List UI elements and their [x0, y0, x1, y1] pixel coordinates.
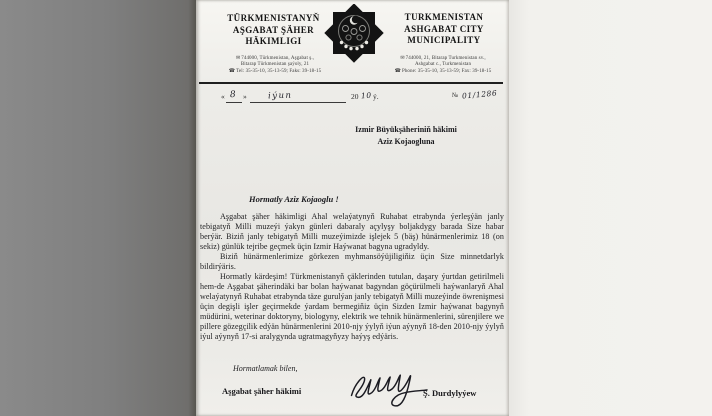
recipient-line: Aziz Kojaogluna	[377, 137, 435, 146]
month-blank-line	[250, 102, 346, 103]
closing-phrase: Hormatlamak bilen,	[233, 364, 298, 373]
address-line: Ashgabat c., Turkmenistan	[414, 62, 472, 68]
address-line: ☎Tel: 35-35-10, 35-13-59; Faks: 39-18-15	[228, 68, 322, 74]
number-label: №	[452, 92, 459, 99]
address-line: ✉744000, Türkmenistan, Aşgabat ş.,	[235, 56, 315, 61]
handwritten-day: 8	[229, 89, 237, 101]
phone-icon: ☎	[394, 68, 401, 74]
open-quote: «	[221, 92, 225, 101]
letterhead-address-english	[377, 56, 509, 75]
letterhead-title-line: MUNICIPALITY	[407, 35, 481, 45]
day-blank-line	[226, 102, 242, 103]
handwritten-month: iýun	[267, 90, 293, 102]
address-line: ✉744000, 21, Bitarap Turkmenistan sv.,	[400, 56, 486, 61]
date-and-number-line	[196, 89, 509, 107]
letter-paper	[196, 0, 509, 416]
mail-icon: ✉	[400, 56, 405, 61]
address-line: Bitarap Türkmenistan şaýoly, 21	[240, 62, 310, 68]
signer-title: Aşgabat şäher häkimi	[222, 386, 302, 396]
letterhead-title-line: AŞGABAT ŞÄHER	[232, 24, 315, 35]
body-paragraph: Hormatly kärdeşim! Türkmenistanyň çäklerinden tutulan, daşary ýurtdan getirilmeli hem-de Aşgabat şäherindäki bar bolan haýwanat bagyndan göçürülmeli haýwanlaryň Ahal welaýatynyň Ruhabat etrabynda täze gurulýan janly tebigatyň Milli muzeýinde öwrenişmesi üçin degişli işler geçirmekde ýardam bermegiňiz üçin Sizden Izmir haýwanat bagynyň müdürini, weterinar doktoryny, biologyny, elektrik we tehnik hünärmenlerini, sürenjilere we pillere gözegçilik edýän hünärmenlerini 2010-njy ýylyň iýun aýynyň 18-den 2010-njy ýylyň iýul aýynyň 17-si aralygynda ugratmagyňyzy haýyş edýäris.	[200, 272, 504, 341]
letterhead-address-turkmen	[199, 56, 351, 75]
close-quote: »	[243, 92, 247, 101]
body-paragraph: Biziň hünärmenlerimize görkezen myhmansöýüjiligiňiz üçin Size minnetdarlyk bildirýäris.	[200, 252, 504, 271]
address-line: ☎Phone: 35-35-10, 35-13-59; Fax: 39-18-15	[394, 68, 492, 74]
handwritten-year: 10	[360, 90, 373, 101]
letterhead-title-english	[381, 12, 507, 47]
mail-icon: ✉	[235, 56, 241, 61]
body-paragraph: Aşgabat şäher häkimligi Ahal welaýatynyň Ruhabat etrabynda ýerleşýän janly tebigatyň Milli muzeýi ýakyn günleri dabaraly açylyşy boljakdygy barada Size habar berýär. Biziň janly tebigatyň Milli muzeýimizde işlejek 5 (bäş) hünärmenlerimiz 18 (on sekiz) günlük tejribe geçmek üçin Izmir Haýwanat bagyna ugradyldy.	[200, 212, 504, 251]
salutation: Hormatly Aziz Kojaoglu !	[249, 194, 339, 204]
photo-background-right	[509, 0, 712, 416]
letterhead-title-line: HÄKIMLIGI	[245, 36, 302, 46]
letterhead-title-line: ASHGABAT CITY	[404, 23, 484, 34]
letterhead-divider	[199, 82, 503, 84]
letter-body	[200, 212, 504, 342]
photo-background-left	[0, 0, 196, 416]
letterhead-title-line: TÜRKMENISTANYŇ	[227, 13, 320, 23]
letterhead-title-line: TURKMENISTAN	[404, 12, 484, 22]
municipality-star-emblem-icon	[323, 4, 385, 64]
signer-name: Ş. Durdylyýew	[423, 388, 477, 398]
recipient-block	[324, 124, 488, 148]
phone-icon: ☎	[228, 68, 236, 74]
year-prefix: 20	[351, 92, 359, 101]
recipient-line: Izmir Büyükşäheriniň häkimi	[355, 125, 457, 134]
year-suffix: ý.	[373, 92, 379, 101]
handwritten-number: 01/1286	[461, 88, 498, 101]
